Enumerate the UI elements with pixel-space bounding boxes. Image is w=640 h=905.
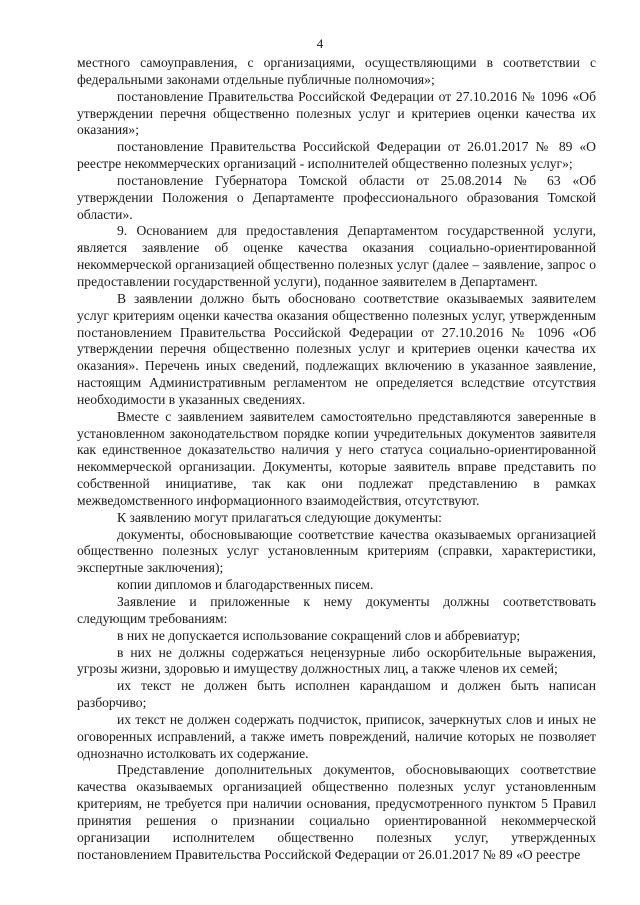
paragraph-decree-1096: постановление Правительства Российской Федерации от 27.10.2016 № 1096 «Об утверждении перечня общественно полезных услуг и критериев оценки качества их оказания»; [77,88,596,138]
paragraph-decree-89: постановление Правительства Российской Федерации от 26.01.2017 № 89 «О реестре некоммерческих организаций - исполнителей общественно полезных услуг»; [77,139,596,172]
paragraph-continuation: местного самоуправления, с организациями, осуществляющими в соответствии с федеральными законами отдельные публичные полномочия»; [77,55,596,87]
paragraph-requirements-intro: Заявление и приложенные к нему документы должны соответствовать следующим требованиям: [77,594,596,626]
list-item-no-corrections: их текст не должен содержать подчисток, приписок, зачеркнутых слов и иных не оговоренных исправлений, а также иметь повреждений, наличие которых не позволяет однозначно истолковать их содержание. [77,711,596,761]
list-item-no-abbreviations: в них не допускается использование сокращений слов и аббревиатур; [117,627,521,643]
list-item-diplomas: копии дипломов и благодарственных писем. [117,577,374,593]
paragraph-attachments-intro: К заявлению могут прилагаться следующие документы: [117,509,442,525]
paragraph-additional-documents: Представление дополнительных документов, обосновывающих соответствие качества оказываемых организацией общественно полезных услуг установленным критериям, не требуется при наличии основания, предусмотренного пунктом 5 Правил принятия решения о признании социально ориентированной некоммерческой организации исполнителем общественно полезных услуг, утвержденных постановлением Правительства Российской Федерации от 26.01.2017 № 89 «О реестре [77,762,596,862]
paragraph-application-justification: В заявлении должно быть обосновано соответствие оказываемых заявителем услуг критериям оценки качества оказания общественно полезных услуг, утвержденным постановлением Правительства Российской Федерации от 27.10.2016 № 1096 «Об утверждении перечня общественно полезных услуг и критериев оценки качества их оказания». Перечень иных сведений, подлежащих включению в указанное заявление, настоящим Административным регламентом не определяется вследствие отсутствия необходимости в указанных сведениях. [77,290,596,407]
list-item-no-pencil: их текст не должен быть исполнен карандашом и должен быть написан разборчиво; [77,678,596,711]
paragraph-founding-documents: Вместе с заявлением заявителем самостоятельно представляются заверенные в установленном законодательством порядке копии учредительных документов заявителя как единственное доказательство наличия у него статуса социально-ориентированной некоммерческой организации. Документы, которые заявитель вправе представить по собственной инициативе, так как они подлежат представлению в рамках межведомственного информационного взаимодействия, отсутствуют. [77,408,596,508]
list-item-no-obscene-language: в них не должны содержаться нецензурные либо оскорбительные выражения, угрозы жизни, здоровью и имуществу должностных лиц, а также членов их семей; [77,644,596,677]
document-body [77,55,596,864]
list-item-supporting-documents: документы, обосновывающие соответствие качества оказываемых организацией общественно полезных услуг установленным критериям (справки, характеристики, экспертные заключения); [77,526,596,576]
paragraph-clause-9: 9. Основанием для предоставления Департаментом государственной услуги, является заявление об оценке качества оказания социально-ориентированной некоммерческой организацией общественно полезных услуг (далее – заявление, запрос о предоставлении государственной услуги), поданное заявителем в Департамент. [77,223,596,289]
paragraph-governor-decree-63: постановление Губернатора Томской области от 25.08.2014 № 63 «Об утверждении Положения о Департаменте профессионального образования Томской области». [77,172,596,222]
page-number: 4 [316,36,324,51]
